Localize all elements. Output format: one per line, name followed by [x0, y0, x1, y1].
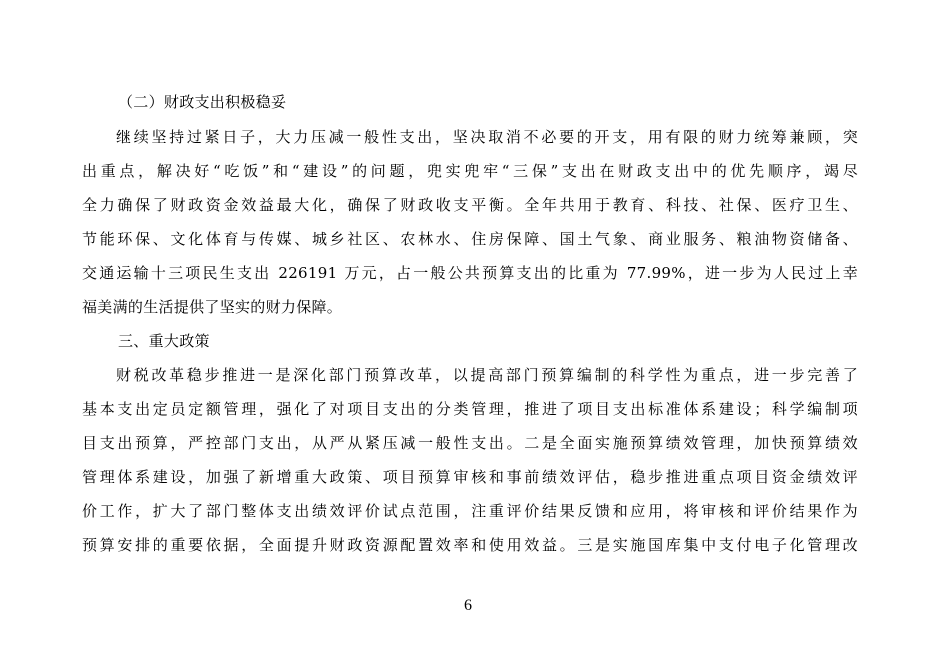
paragraph-line: 价工作，扩大了部门整体支出绩效评价试点范围，注重评价结果反馈和应用，将审核和评价结果作为	[82, 502, 858, 520]
paragraph-line: 目支出预算，严控部门支出，从严从紧压减一般性支出。二是全面实施预算绩效管理，加快预算绩效	[82, 434, 858, 452]
paragraph-line: 节能环保、文化体育与传媒、城乡社区、农林水、住房保障、国土气象、商业服务、粮油物资储备、	[82, 230, 858, 248]
paragraph-line: 出重点，解决好“吃饭”和“建设”的问题，兜实兜牢“三保”支出在财政支出中的优先顺序，竭尽	[82, 162, 858, 180]
paragraph-line: 全力确保了财政资金效益最大化，确保了财政收支平衡。全年共用于教育、科技、社保、医疗卫生、	[82, 196, 858, 214]
section-heading-fiscal-expenditure: （二）财政支出积极稳妥	[118, 93, 287, 111]
paragraph-line: 基本支出定员定额管理，强化了对项目支出的分类管理，推进了项目支出标准体系建设；科学编制项	[82, 400, 858, 418]
paragraph-line: 预算安排的重要依据，全面提升财政资源配置效率和使用效益。三是实施国库集中支付电子化管理改	[82, 536, 858, 554]
section-heading-major-policies: 三、重大政策	[118, 332, 210, 350]
paragraph-line: 交通运输十三项民生支出 226191 万元，占一般公共预算支出的比重为 77.99%，进一步为人民过上幸	[82, 264, 858, 282]
page-number: 6	[464, 597, 472, 614]
paragraph-line: 财税改革稳步推进一是深化部门预算改革，以提高部门预算编制的科学性为重点，进一步完善了	[116, 366, 858, 384]
paragraph-line: 管理体系建设，加强了新增重大政策、项目预算审核和事前绩效评估，稳步推进重点项目资金绩效评	[82, 468, 858, 486]
paragraph-line: 继续坚持过紧日子，大力压减一般性支出，坚决取消不必要的开支，用有限的财力统筹兼顾，突	[116, 128, 858, 146]
paragraph-line: 福美满的生活提供了坚实的财力保障。	[82, 298, 343, 316]
